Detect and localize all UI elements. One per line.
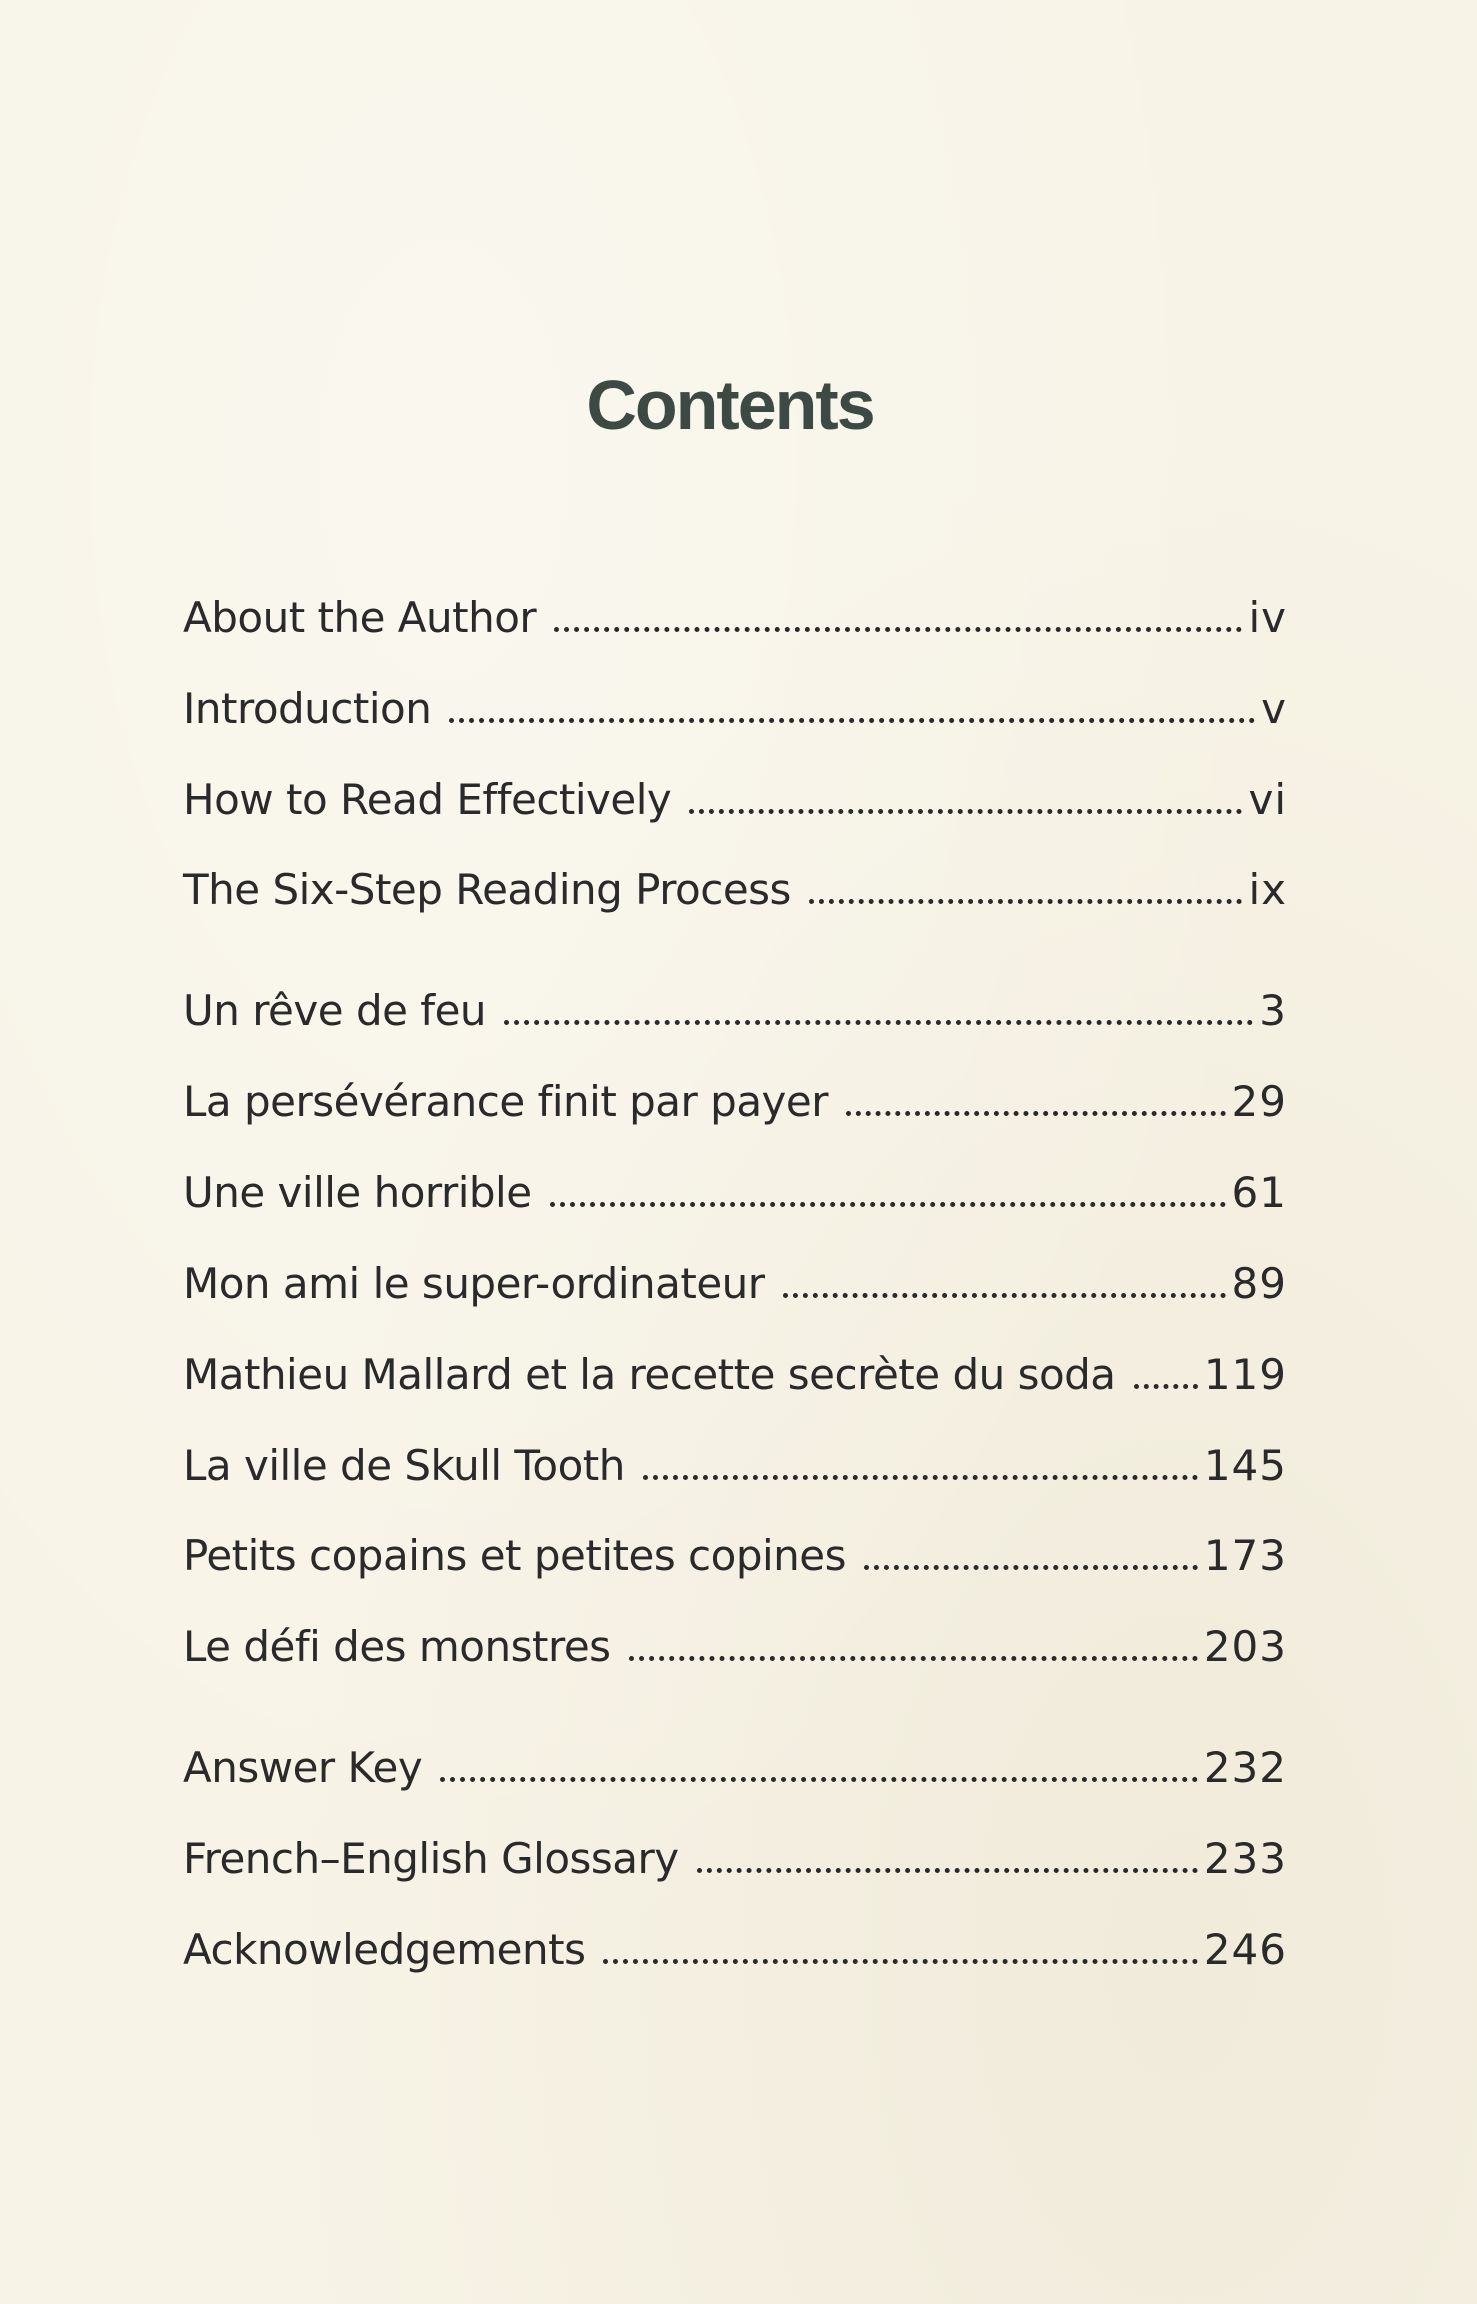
toc-entry-label: How to Read Effectively — [183, 775, 672, 824]
dot-leader — [440, 1777, 1198, 1782]
toc-entry-label: The Six-Step Reading Process — [183, 865, 791, 914]
toc-entry-page: 173 — [1203, 1531, 1287, 1580]
toc-entry-page: vi — [1248, 775, 1287, 824]
toc-entry-page: 232 — [1203, 1743, 1287, 1792]
toc-entry — [183, 681, 1287, 737]
toc-entry-page: 61 — [1231, 1168, 1287, 1217]
dot-leader — [603, 1959, 1197, 1964]
toc-entry-page: 246 — [1203, 1925, 1287, 1974]
dot-leader — [629, 1656, 1198, 1661]
toc-entry — [183, 1831, 1287, 1887]
dot-leader — [1134, 1384, 1198, 1389]
dot-leader — [783, 1293, 1226, 1298]
toc-entry-page: 119 — [1203, 1350, 1287, 1399]
toc-entry — [183, 983, 1287, 1039]
toc-entry-label: French–English Glossary — [183, 1834, 679, 1883]
toc-entry — [183, 772, 1287, 828]
toc-entry-label: Mon ami le super-ordinateur — [183, 1259, 765, 1308]
toc-entry — [183, 1740, 1287, 1796]
toc-entry-page: 233 — [1203, 1834, 1287, 1883]
dot-leader — [550, 1202, 1226, 1207]
toc-entry-page: iv — [1248, 593, 1287, 642]
dot-leader — [554, 627, 1242, 632]
toc-entry-label: Petits copains et petites copines — [183, 1531, 847, 1580]
toc-entry — [183, 1528, 1287, 1584]
toc-entry-page: 203 — [1203, 1622, 1287, 1671]
toc-entry-page: 89 — [1231, 1259, 1287, 1308]
toc-entry-label: Un rêve de feu — [183, 986, 487, 1035]
dot-leader — [449, 718, 1255, 723]
dot-leader — [697, 1868, 1198, 1873]
toc-entry-page: 3 — [1259, 986, 1287, 1035]
toc-entry — [183, 1619, 1287, 1675]
toc-entry — [183, 862, 1287, 918]
toc-entry-page: 29 — [1231, 1077, 1287, 1126]
toc-entry-page: v — [1261, 684, 1287, 733]
toc-entry-label: Mathieu Mallard et la recette secrète du soda — [183, 1350, 1116, 1399]
dot-leader — [864, 1565, 1198, 1570]
toc-entry-label: Acknowledgements — [183, 1925, 586, 1974]
page-title: Contents — [586, 365, 874, 444]
toc-entry — [183, 1074, 1287, 1130]
dot-leader — [504, 1020, 1253, 1025]
dot-leader — [809, 899, 1243, 904]
toc-entry-label: La persévérance finit par payer — [183, 1077, 829, 1126]
toc-entry-page: 145 — [1203, 1441, 1287, 1490]
dot-leader — [643, 1475, 1198, 1480]
toc-entry-label: La ville de Skull Tooth — [183, 1441, 625, 1490]
toc-entry — [183, 590, 1287, 646]
toc-entry-label: About the Author — [183, 593, 537, 642]
toc-entry — [183, 1922, 1287, 1978]
dot-leader — [689, 809, 1242, 814]
toc-entry — [183, 1256, 1287, 1312]
toc-entry-label: Le défi des monstres — [183, 1622, 611, 1671]
toc-entry — [183, 1165, 1287, 1221]
toc-entry-label: Introduction — [183, 684, 432, 733]
toc-entry-label: Une ville horrible — [183, 1168, 532, 1217]
dot-leader — [846, 1111, 1226, 1116]
toc-entry — [183, 1347, 1287, 1403]
toc-entry-page: ix — [1248, 865, 1287, 914]
toc-entry-label: Answer Key — [183, 1743, 423, 1792]
toc-entry — [183, 1438, 1287, 1494]
